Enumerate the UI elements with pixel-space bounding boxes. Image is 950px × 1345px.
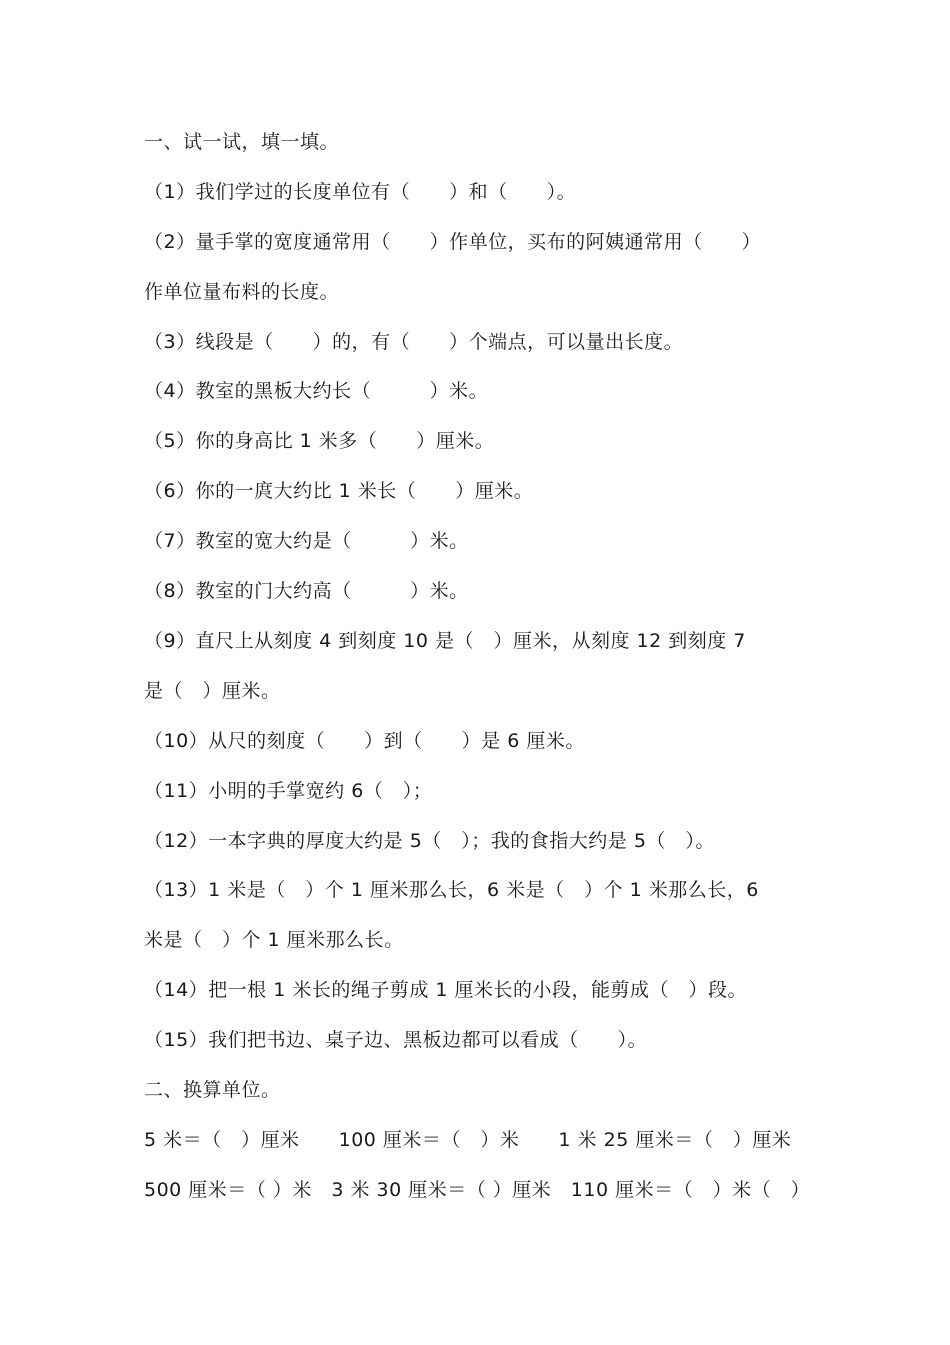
- question-5: （5）你的身高比 1 米多（ ）厘米。: [144, 430, 495, 452]
- conversion-row-2: 500 厘米＝（ ）米 3 米 30 厘米＝（ ）厘米 110 厘米＝（ ）米（ ）: [144, 1179, 811, 1201]
- question-3: （3）线段是（ ）的，有（ ）个端点，可以量出长度。: [144, 331, 684, 353]
- conversion-row-1: 5 米＝（ ）厘米 100 厘米＝（ ）米 1 米 25 厘米＝（ ）厘米: [144, 1129, 792, 1151]
- question-10: （10）从尺的刻度（ ）到（ ）是 6 厘米。: [144, 730, 585, 752]
- question-9-continued: 是（ ）厘米。: [144, 680, 281, 702]
- section-title-fill-blanks: 一、试一试，填一填。: [144, 131, 340, 153]
- question-1: （1）我们学过的长度单位有（ ）和（ ）。: [144, 181, 577, 203]
- section-title-unit-conversion: 二、换算单位。: [144, 1079, 281, 1101]
- question-15: （15）我们把书边、桌子边、黑板边都可以看成（ ）。: [144, 1029, 648, 1051]
- question-11: （11）小明的手掌宽约 6（ ）；: [144, 780, 433, 802]
- question-8: （8）教室的门大约高（ ）米。: [144, 580, 469, 602]
- question-7: （7）教室的宽大约是（ ）米。: [144, 530, 469, 552]
- question-13: （13）1 米是（ ）个 1 厘米那么长，6 米是（ ）个 1 米那么长，6: [144, 879, 759, 901]
- question-9: （9）直尺上从刻度 4 到刻度 10 是（ ）厘米，从刻度 12 到刻度 7: [144, 630, 746, 652]
- question-13-continued: 米是（ ）个 1 厘米那么长。: [144, 929, 404, 951]
- question-2-continued: 作单位量布料的长度。: [144, 281, 340, 303]
- question-6: （6）你的一庹大约比 1 米长（ ）厘米。: [144, 480, 534, 502]
- question-4: （4）教室的黑板大约长（ ）米。: [144, 380, 489, 402]
- question-14: （14）把一根 1 米长的绳子剪成 1 厘米长的小段，能剪成（ ）段。: [144, 979, 748, 1001]
- question-2: （2）量手掌的宽度通常用（ ）作单位，买布的阿姨通常用（ ）: [144, 231, 762, 253]
- question-12: （12）一本字典的厚度大约是 5（ ）；我的食指大约是 5（ ）。: [144, 830, 715, 852]
